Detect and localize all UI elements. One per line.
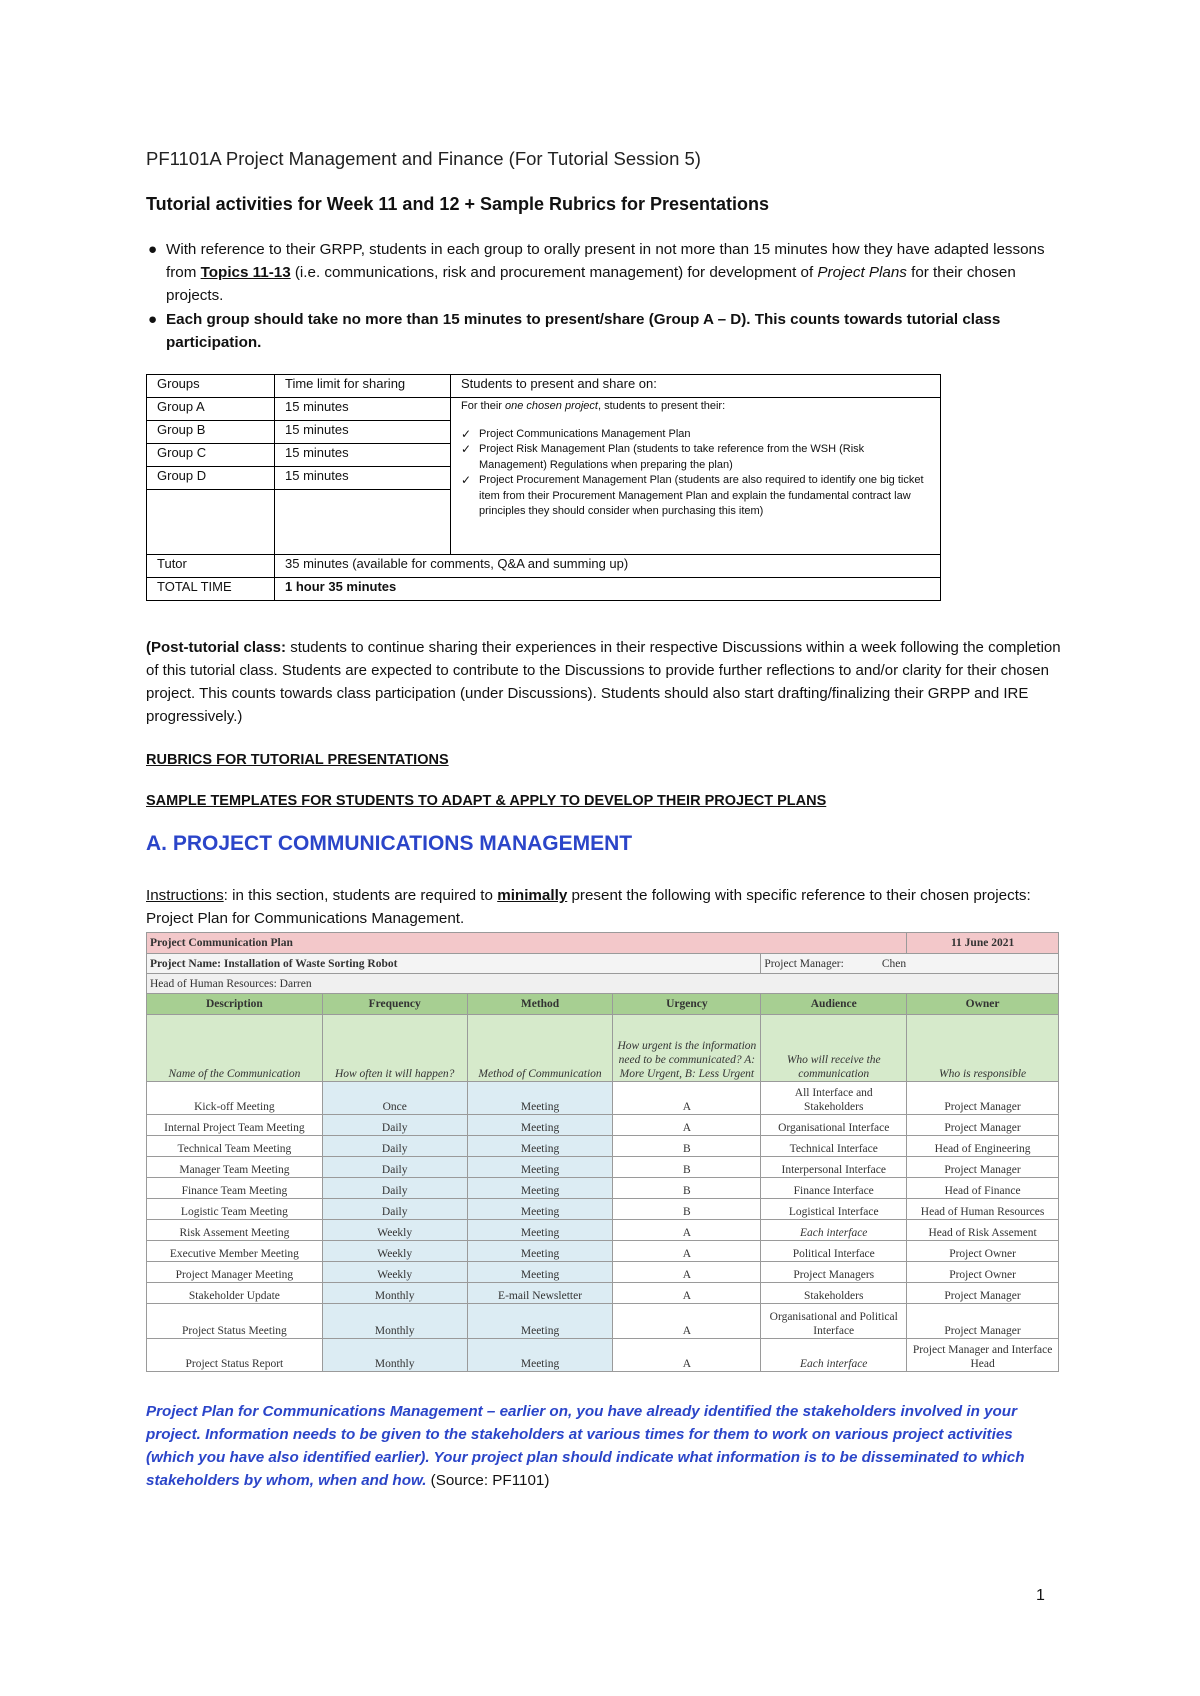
groups-header-row [147,375,941,398]
plan-subheader-row: Name of the Communication How often it will happen? Method of Communication How urgent is the information need to be communicated? A: More Urgent, B: Less Urgent Who will receive the communication Who is responsible [147,1015,1059,1082]
plan-header-row: Description Frequency Method Urgency Audience Owner [147,994,1059,1015]
table-row: Kick-off Meeting Once Meeting A All Interface and Stakeholders Project Manager [147,1082,1059,1115]
table-row: Finance Team Meeting Daily Meeting B Finance Interface Head of Finance [147,1178,1059,1199]
header-share-on: Students to present and share on: [451,375,941,398]
instructions-paragraph: Instructions: in this section, students are required to minimally present the following with specific reference to their chosen projects: Project Plan for Communications Management. [146,887,1031,927]
table-row: Project Status Meeting Monthly Meeting A Organisational and Political Interface Project Manager [147,1304,1059,1339]
section-a-heading: A. PROJECT COMMUNICATIONS MANAGEMENT [146,832,633,855]
page-number: 1 [1036,1587,1045,1604]
share-content-cell: For their one chosen project, students to present their: ✓ Project Communications Management Plan ✓ Project Risk Management Plan (students to take reference from the WSH (Risk Management) Regulations when preparing the plan) ✓ Project Procurement Management Plan (students are also required to identify one big ticket item from their Procurement Management Plan and explain the fundamental contract law principles they should consider when purchasing this item) [451,398,941,555]
total-time-row: TOTAL TIME 1 hour 35 minutes [147,578,941,601]
table-row: Internal Project Team Meeting Daily Meeting A Organisational Interface Project Manager [147,1115,1059,1136]
plan-title-row: Project Communication Plan 11 June 2021 [147,933,1059,954]
bullet-dot-icon: ● [148,311,158,328]
templates-heading: SAMPLE TEMPLATES FOR STUDENTS TO ADAPT & APPLY TO DEVELOP THEIR PROJECT PLANS [146,793,827,809]
project-name-row: Project Name: Installation of Waste Sorting Robot Project Manager: Chen [147,954,1059,974]
plan-date: 11 June 2021 [907,933,1059,954]
table-row: Logistic Team Meeting Daily Meeting B Logistical Interface Head of Human Resources [147,1199,1059,1220]
table-row: Project Status Report Monthly Meeting A Each interface Project Manager and Interface Head [147,1339,1059,1372]
tutor-row: Tutor 35 minutes (available for comments, Q&A and summing up) [147,555,941,578]
course-title: PF1101A Project Management and Finance (For Tutorial Session 5) [146,148,701,169]
communication-plan-table [146,932,1059,1372]
topics-reference: Topics 11-13 [200,264,291,281]
bullet-dot-icon: ● [148,241,158,258]
bullet-time-limit: ● Each group should take no more than 15 minutes to present/share (Group A – D). This counts towards tutorial class participation. [146,308,1061,354]
checklist-item: ✓ Project Procurement Management Plan (students are also required to identify one big ticket item from their Procurement Management Plan and explain the fundamental contract law principles they should consider when purchasing this item) [461,473,930,520]
table-row: Project Manager Meeting Weekly Meeting A Project Managers Project Owner [147,1262,1059,1283]
table-row: Risk Assement Meeting Weekly Meeting A Each interface Head of Risk Assement [147,1220,1059,1241]
table-row: Stakeholder Update Monthly E-mail Newsletter A Stakeholders Project Manager [147,1283,1059,1304]
closing-paragraph: Project Plan for Communications Management – earlier on, you have already identified the stakeholders involved in your project. Information needs to be given to the stakeholders at various times for them to work on various project activities (which you have also identified earlier). Your project plan should indicate what information is to be disseminated to which stakeholders by whom, when and how. (Source: PF1101) [146,1403,1025,1489]
rubrics-heading: RUBRICS FOR TUTORIAL PRESENTATIONS [146,752,449,768]
groups-schedule-table [146,374,941,601]
table-row: Technical Team Meeting Daily Meeting B Technical Interface Head of Engineering [147,1136,1059,1157]
head-hr-row: Head of Human Resources: Darren [147,974,1059,994]
bullet-presentation: ● With reference to their GRPP, students in each group to orally present in not more than 15 minutes how they have adapted lessons from Topics 11-13 (i.e. communications, risk and procurement management) for development of Project Plans for their chosen projects. [146,238,1061,307]
group-row: Group A 15 minutes For their one chosen project, students to present their: ✓ Project Communications Management Plan ✓ Project Risk Management Plan (students to take reference from the WSH (Risk Management) Regulations when preparing the plan) ✓ Project Procurement Management Plan (students are also required to identify one big ticket item from their Procurement Management Plan and explain the fundamental contract law principles they should consider when purchasing this item) [147,398,941,421]
table-row: Executive Member Meeting Weekly Meeting A Political Interface Project Owner [147,1241,1059,1262]
table-row: Manager Team Meeting Daily Meeting B Interpersonal Interface Project Manager [147,1157,1059,1178]
instruction-bullets [146,238,1061,355]
group-row: Group C 15 minutes [147,444,941,467]
checklist-item: ✓ Project Communications Management Plan [461,427,930,443]
group-row: Group D 15 minutes [147,467,941,490]
checklist-item: ✓ Project Risk Management Plan (students to take reference from the WSH (Risk Management) Regulations when preparing the plan) [461,442,930,473]
group-row: Group B 15 minutes [147,421,941,444]
header-groups: Groups [147,375,275,398]
tutorial-subtitle: Tutorial activities for Week 11 and 12 + Sample Rubrics for Presentations [146,194,770,214]
post-tutorial-note: (Post-tutorial class: students to continue sharing their experiences in their respective Discussions within a week following the completion of this tutorial class. Students are expected to contribute to the Discussions to provide further reflections to and/or clarity for their chosen project. This counts towards class participation (under Discussions). Students should also start drafting/finalizing their GRPP and IRE progressively.) [146,639,1061,725]
header-time-limit: Time limit for sharing [275,375,451,398]
